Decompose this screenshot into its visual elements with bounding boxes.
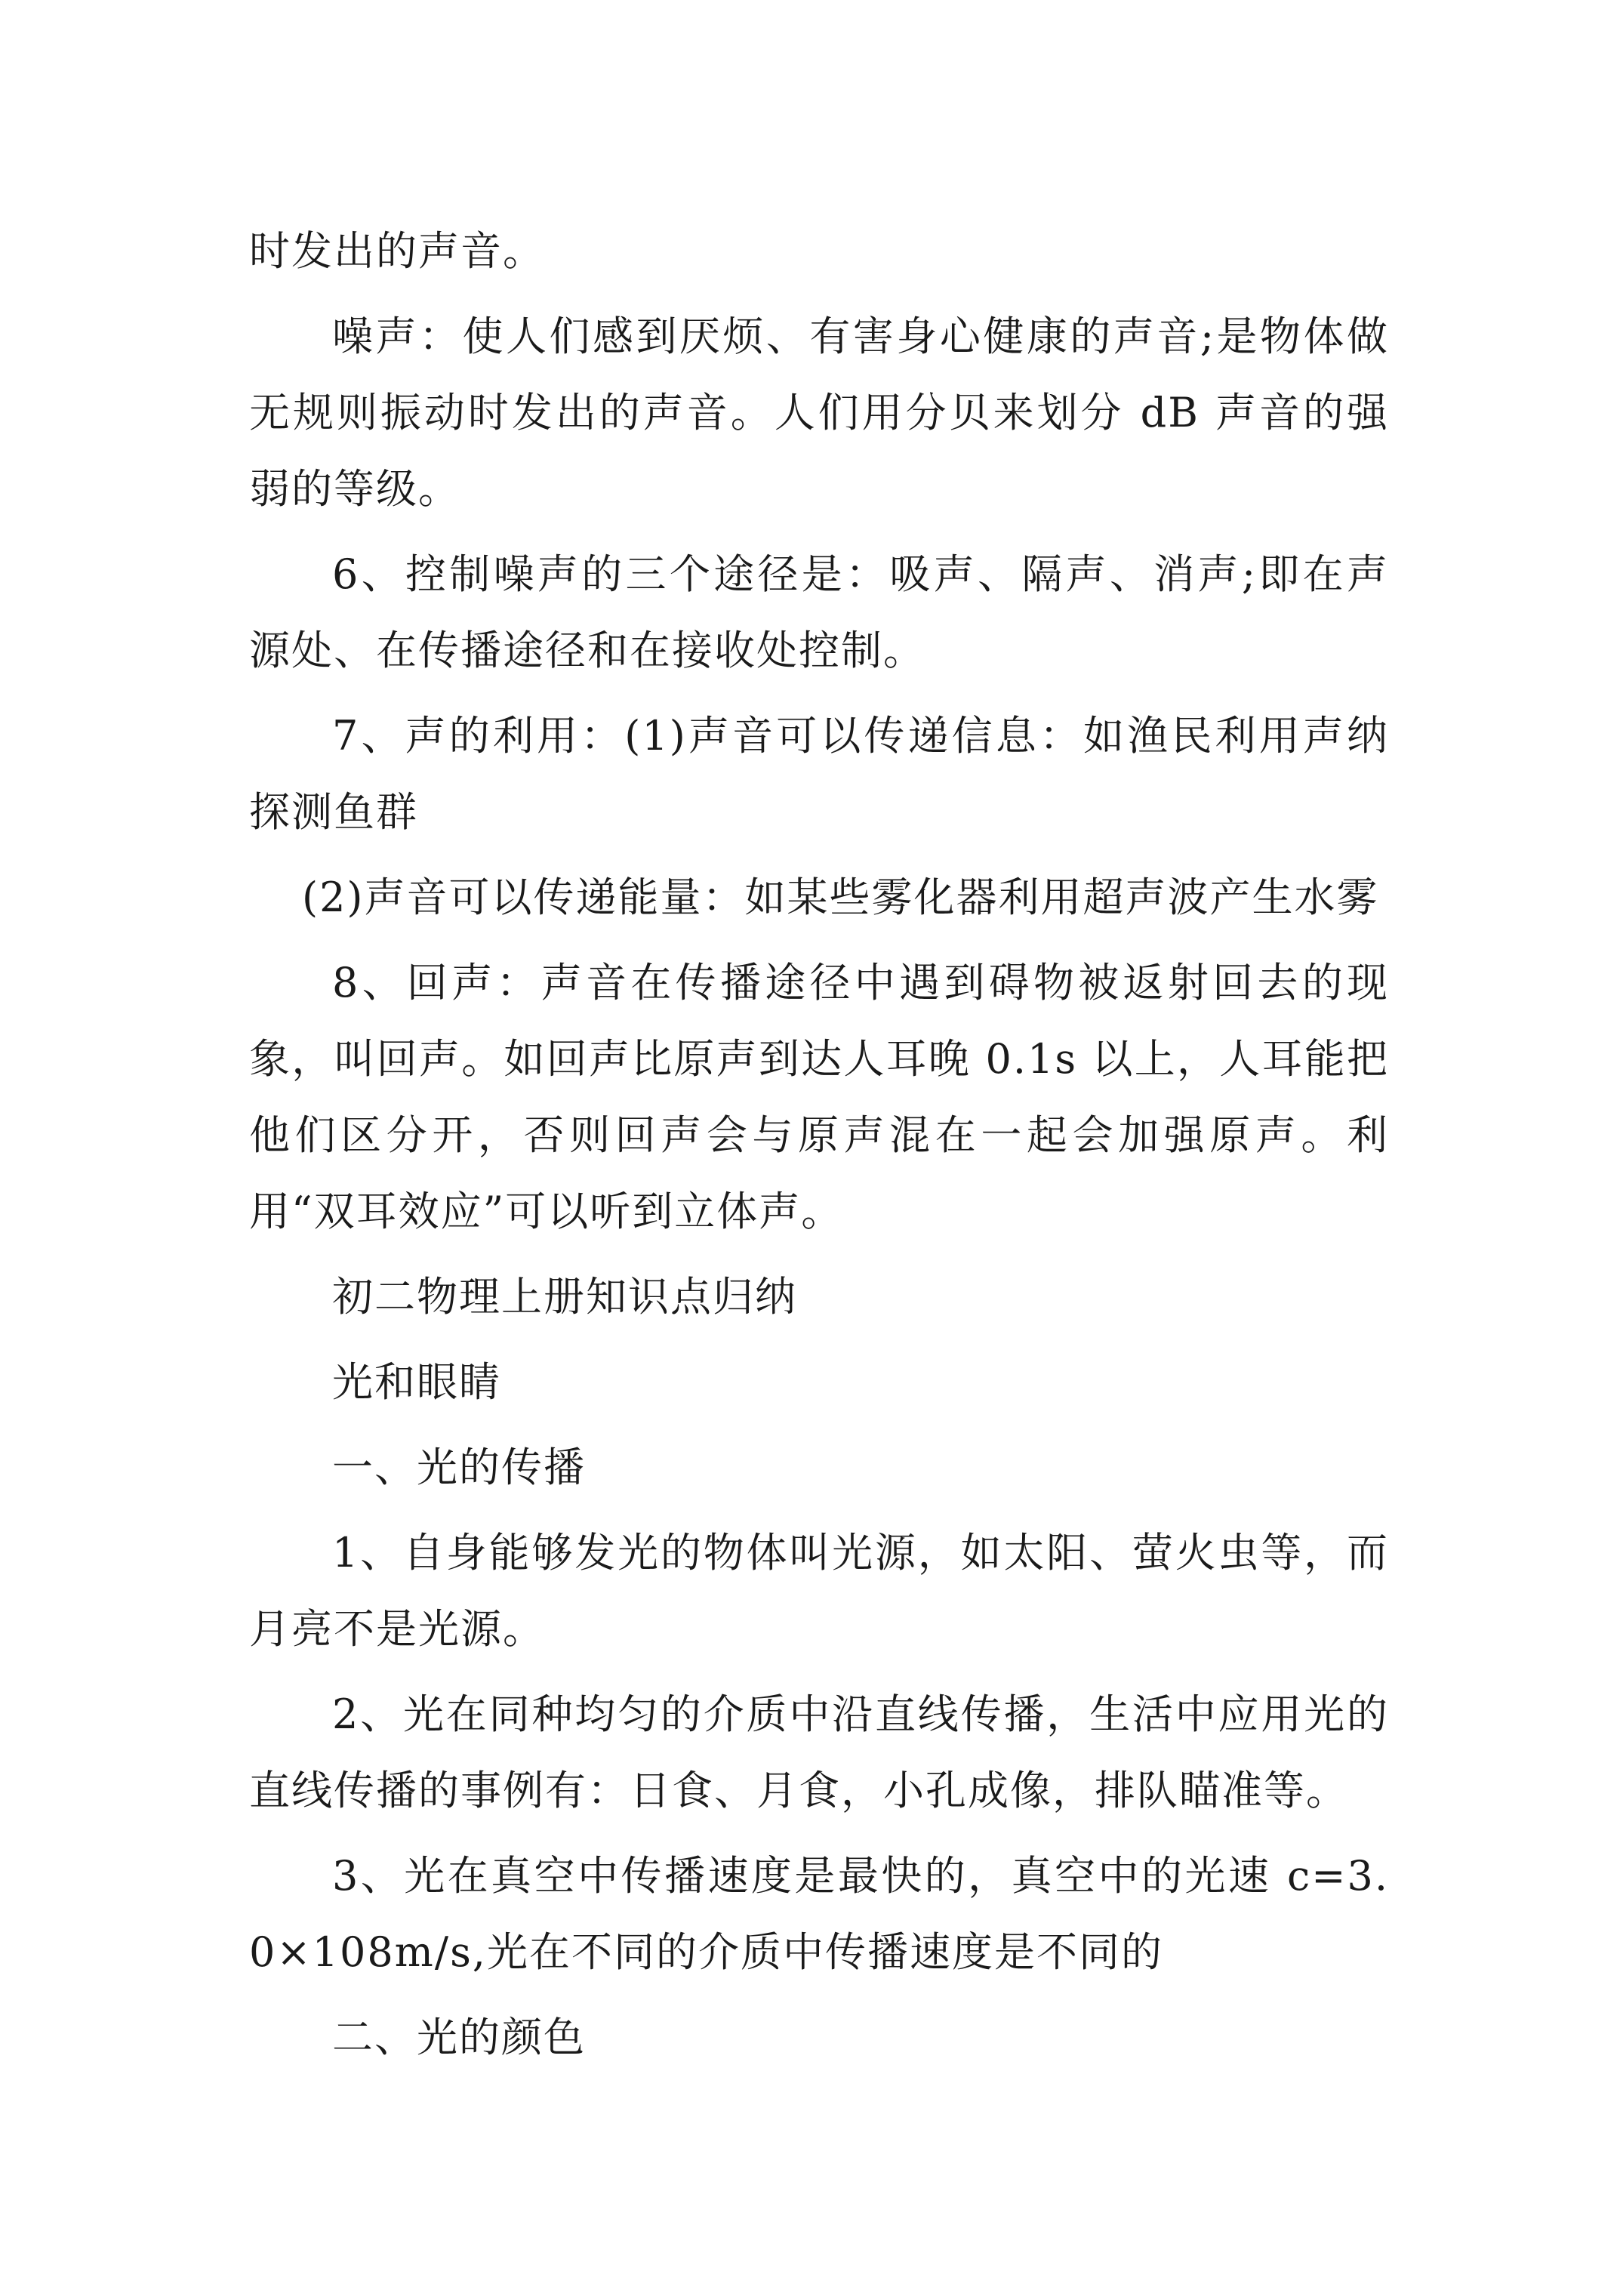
paragraph-5: (2)声音可以传递能量：如某些雾化器利用超声波产生水雾 [302, 874, 1379, 921]
document-page [249, 213, 1389, 2085]
section-heading-3: 一、光的传播 [332, 1444, 586, 1491]
paragraph-8: 2、光在同种均匀的介质中沿直线传播，生活中应用光的直线传播的事例有：日食、月食，小孔成像，排队瞄准等。 [249, 1690, 1389, 1814]
paragraph-6: 8、回声：声音在传播途径中遇到碍物被返射回去的现象，叫回声。如回声比原声到达人耳晚 0.1s 以上，人耳能把他们区分开，否则回声会与原声混在一起会加强原声。利用“双耳效应”可以听到立体声。 [249, 959, 1389, 1235]
paragraph-3: 6、控制噪声的三个途径是：吸声、隔声、消声;即在声源处、在传播途径和在接收处控制。 [249, 550, 1389, 674]
section-heading-1: 初二物理上册知识点归纳 [332, 1273, 797, 1321]
section-heading-4: 二、光的颜色 [332, 2014, 586, 2061]
section-heading-2: 光和眼睛 [332, 1358, 501, 1406]
paragraph-2: 噪声：使人们感到厌烦、有害身心健康的声音;是物体做无规则振动时发出的声音。人们用分贝来划分 dB 声音的强弱的等级。 [249, 313, 1389, 513]
paragraph-4: 7、声的利用：(1)声音可以传递信息：如渔民利用声纳探测鱼群 [249, 712, 1389, 836]
paragraph-1: 时发出的声音。 [249, 227, 545, 275]
paragraph-7: 1、自身能够发光的物体叫光源，如太阳、萤火虫等，而月亮不是光源。 [249, 1529, 1389, 1653]
paragraph-9: 3、光在真空中传播速度是最快的，真空中的光速 c=3.0×108m/s,光在不同的介质中传播速度是不同的 [249, 1852, 1389, 1976]
